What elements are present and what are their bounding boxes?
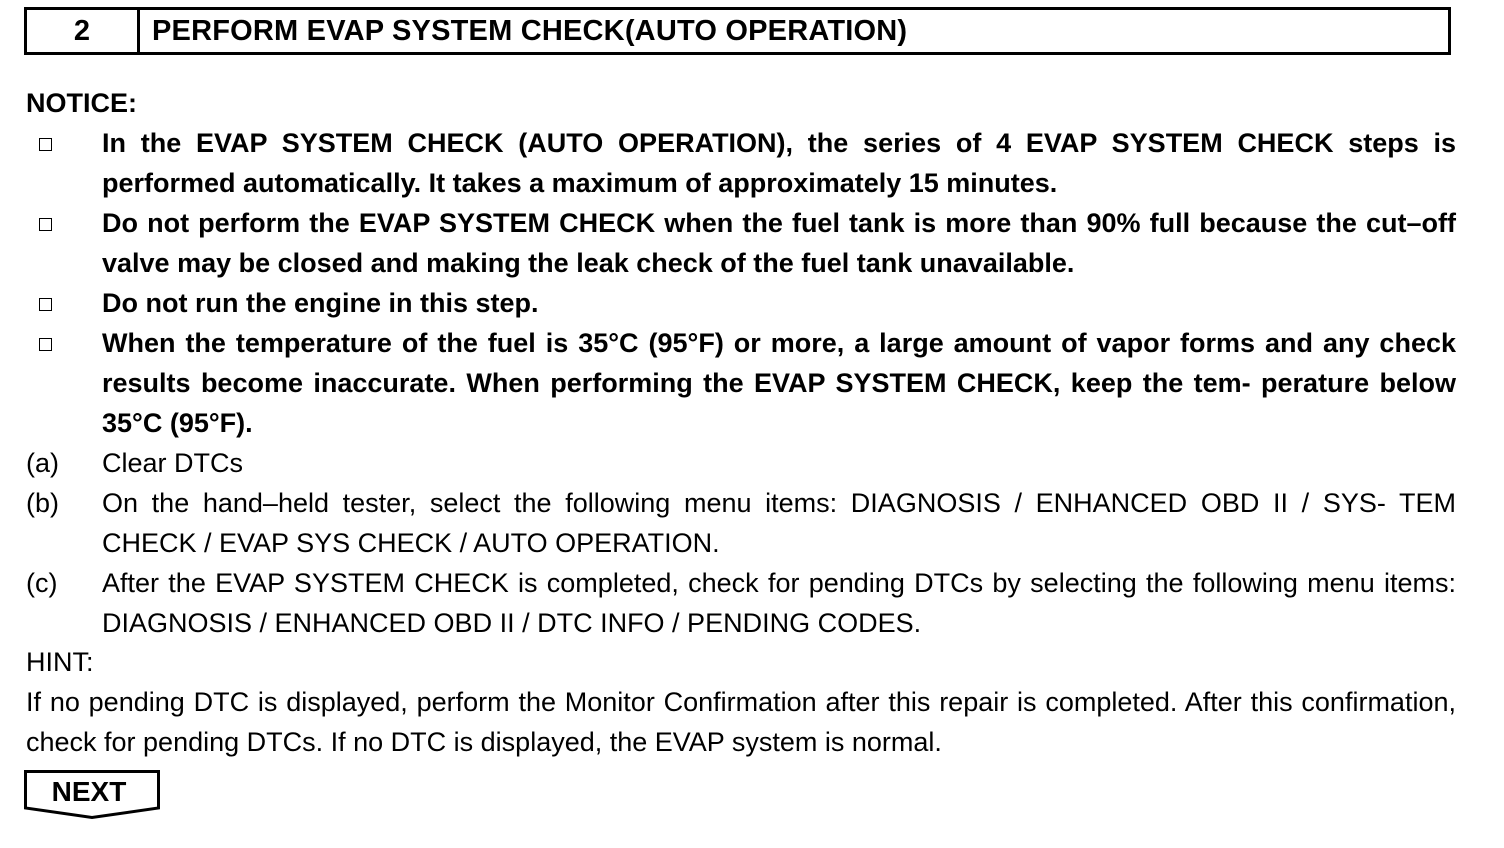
- bullet-square-icon: [39, 338, 52, 351]
- bullet-square-icon: [39, 298, 52, 311]
- procedure-marker-c: (c): [26, 568, 58, 598]
- notice-item-2: Do not perform the EVAP SYSTEM CHECK when the fuel tank is more than 90% full because the cut–off valve may be closed and making the leak check of the fuel tank unavailable.: [102, 208, 1456, 278]
- notice-item-1: In the EVAP SYSTEM CHECK (AUTO OPERATION), the series of 4 EVAP SYSTEM CHECK steps is performed automatically. It takes a maximum of approximately 15 minutes.: [102, 128, 1456, 198]
- procedure-text-b: On the hand–held tester, select the following menu items: DIAGNOSIS / ENHANCED OBD II / SYS- TEM CHECK / EVAP SYS CHECK / AUTO OPERATION.: [102, 488, 1456, 558]
- bullet-square-icon: [39, 218, 52, 231]
- step-header: [24, 7, 1451, 55]
- procedure-marker-a: (a): [26, 448, 59, 478]
- bullet-square-icon: [39, 138, 52, 151]
- notice-item-4: When the temperature of the fuel is 35°C (95°F) or more, a large amount of vapor forms and any check results become inaccurate. When performing the EVAP SYSTEM CHECK, keep the tem- perature below 35°C (95°F).: [102, 328, 1456, 438]
- procedure-text-c: After the EVAP SYSTEM CHECK is completed, check for pending DTCs by selecting the following menu items: DIAGNOSIS / ENHANCED OBD II / DTC INFO / PENDING CODES.: [102, 568, 1456, 638]
- procedure-text-a: Clear DTCs: [102, 448, 244, 478]
- hint-text: If no pending DTC is displayed, perform the Monitor Confirmation after this repair is completed. After this confirmation, check for pending DTCs. If no DTC is displayed, the EVAP system is normal.: [26, 687, 1456, 757]
- procedure-marker-b: (b): [26, 488, 59, 518]
- next-button-label: NEXT: [51, 776, 127, 807]
- step-title: PERFORM EVAP SYSTEM CHECK(AUTO OPERATION): [152, 14, 908, 47]
- step-number: 2: [27, 10, 140, 52]
- notice-label: NOTICE:: [26, 88, 137, 118]
- notice-item-3: Do not run the engine in this step.: [102, 288, 539, 318]
- hint-label: HINT:: [26, 647, 94, 677]
- next-button[interactable]: [24, 770, 160, 820]
